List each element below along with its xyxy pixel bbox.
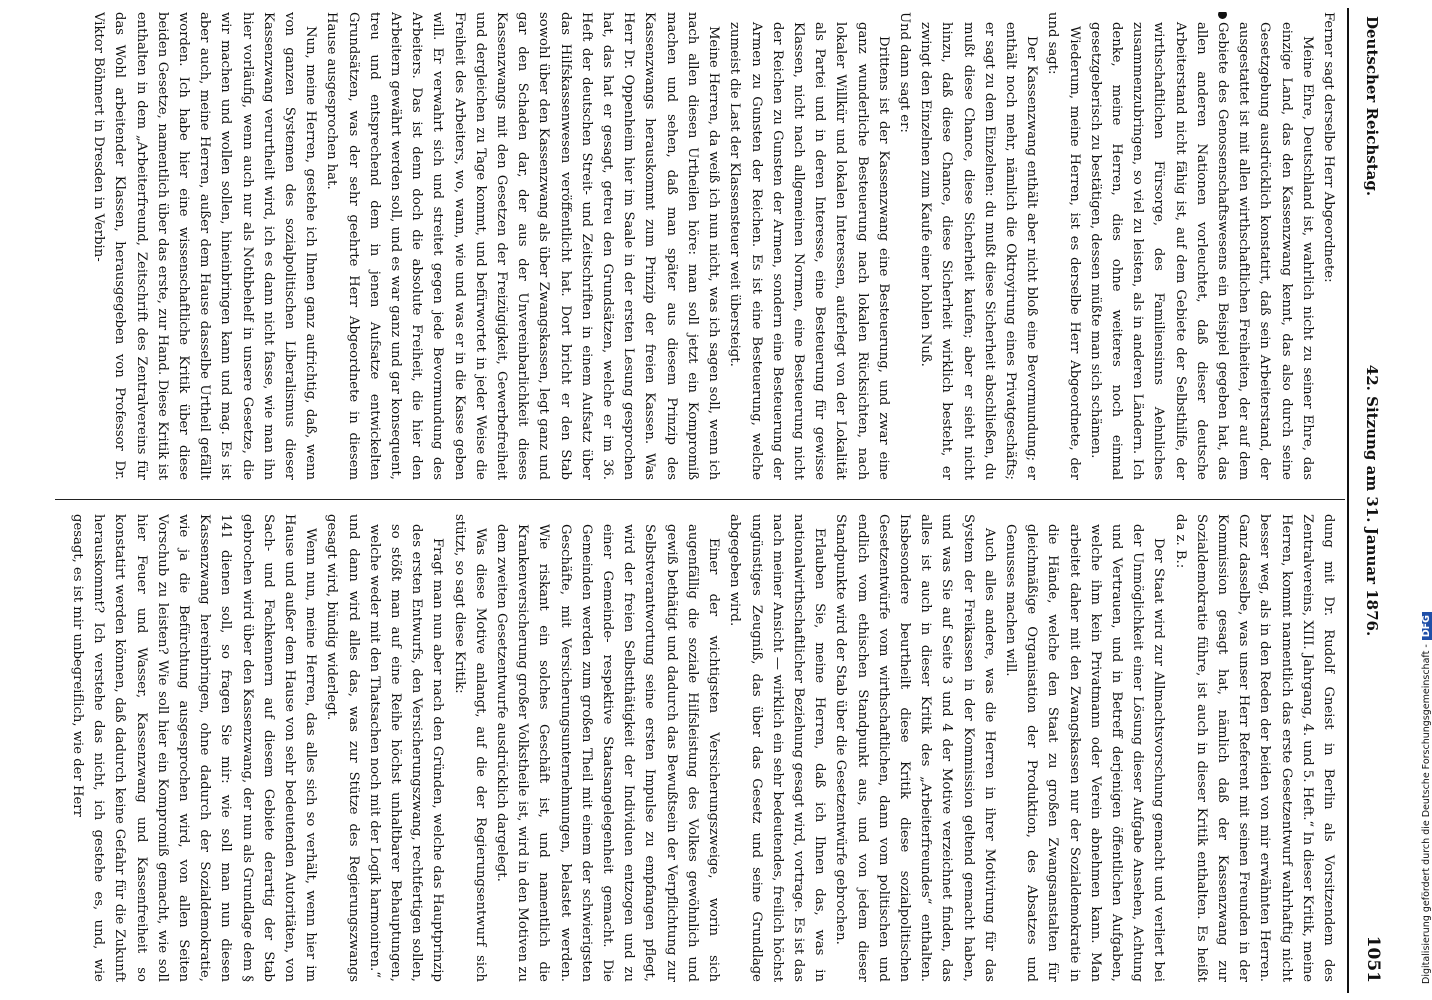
- quote-paragraph: Fragt man nun aber nach den Gründen, welche das Hauptprinzip des ersten Entwurfs, den Versicherungszwang, rechtfertigen sollen, so stößt man auf eine Reihe höchst unhaltbarer Behauptungen, welche weder mit den Thatsachen noch mit der Logik harmoniren.“: [366, 524, 446, 982]
- quote-paragraph: Meine Ehre, Deutschland ist, wahrlich nicht zu seiner Ehre, das einzige Land, das den Kassenzwang kennt, das also durch seine Gesetzgebung ausdrücklich konstatirt, daß sein Arbeiterstand, der ausgestattet ist mit allen wirthschaftlichen Freiheiten, der auf dem Gebiete des Genossenschaftswesens ein Beispiel gegeben hat, das allen anderen Nationen vorleuchtet, daß dieser deutsche Arbeiterstand nicht fähig ist, auf dem Gebiete der Selbsthilfe, der wirthschaftlichen Fürsorge, des Familiensinns Aehnliches zusammenzubringen, so viel zu leisten, als in anderen Ländern. Ich denke, meine Herren, dies ohne weiteres noch einmal gesetzgeberisch zu bestätigen, dessen müßte man sich schämen.: [1087, 22, 1315, 480]
- quote-paragraph: Der Kassenzwang enthält aber nicht bloß eine Bevormundung; er enthält noch mehr, nämlich die Oktroyirung eines Privatgeschäfts; er sagt zu dem Einzelnen: du mußt diese Sicherheit abschließen, du mußt diese Chance, diese Sicherheit kaufen; aber er sieht nicht hinzu, daß diese Chance, diese Sicherheit wirklich besteht, er zwingt den Einzelnen zum Kaufe einer hohlen Nuß.: [918, 22, 1040, 480]
- paragraph: Wiederum, meine Herren, ist es derselbe Herr Abgeordnete, der und sagt:: [1045, 12, 1082, 480]
- paragraph: Ferner sagt derselbe Herr Abgeordnete:: [1321, 12, 1336, 283]
- right-column: [59, 514, 1339, 982]
- paragraph: Meine Herren, da weiß ich nun nicht, was ich sagen soll, wenn ich nach allen diesen Urtheilen höre: man soll jetzt ein Kompromiß machen und sehen, daß man später aus diesem Prinzip des Kassenzwangs herauskommt zum Prinzip der freien Kassen. Was Herr Dr. Oppenheim hier im Saale in der ersten Lesung gesprochen hat, das hat er gesagt, getreu den Grundsätzen, welche er im 36. Heft der deutschen Streit- und Zeitschriften in einem Aufsatz über das Hilfskassenwesen veröffentlicht hat. Dort bricht er den Stab sowohl über den Kassenzwang als über Zwangskassen, legt ganz und gar den Schaden dar, der aus der Unvereinbarlichkeit dieses Kassenzwangs mit den Gesetzen der Freizügigkeit, Gewerbefreiheit und dergleichen zu Tage kommt, und befürwortet in jeder Weise die Freiheit des Arbeiters, wo, wann, wie und was er in die Kasse geben will. Er verwahrt sich und streitet gegen jede Bevormundung des Arbeiters. Das ist denn doch die absolute Freiheit, die hier den Arbeitern gewährt werden soll, und es war ganz und gar konsequent, treu und entsprechend dem in jenen Aufsatze entwickelten Grundsätzen, was der sehr geehrte Herr Abgeordnete in diesem Hause ausgesprochen hat.: [324, 12, 722, 480]
- paragraph: Und dann sagt er:: [896, 12, 912, 133]
- header-publication: Deutscher Reichstag.: [1363, 16, 1381, 197]
- scanned-page: [50, 8, 1395, 993]
- quote-paragraph: Drittens ist der Kassenzwang eine Besteuerung, und zwar eine ganz wunderliche Besteuerung nach lokalen Rücksichten, nach lokaler Willkür und lokalen Interessen, auferlegt von der Lokalität als Partei und in deren Interesse, eine Besteuerung für gewisse Klassen, nicht nach allgemeinen Normen, eine Besteuerung nicht der Reichen zu Gunsten der Armen, sondern eine Besteuerung der Armen zu Gunsten der Reichen. Es ist eine Besteuerung, welche zumeist die Last der Klassensteuer weit übersteigt.: [727, 22, 891, 480]
- left-column: [59, 12, 1339, 480]
- page-header: [1347, 8, 1395, 993]
- paragraph: Auch alles andere, was die Herren in ihrer Motivirung für das System der Freikassen in der Kommission geltend gemacht haben, und was Sie auf Seite 3 und 4 der Motive verzeichnet finden, das alles ist auch in dieser Kritik des „Arbeiterfreundes“ enthalten. Insbesondere beurtheilt diese Kritik diese sozialpolitischen Gesetzentwürfe vom wirthschaftlichen, dann vom politischen und endlich vom ethischen Standpunkt aus, und von jedem dieser Standpunkte wird der Stab über die Gesetzentwürfe gebrochen.: [833, 514, 997, 982]
- paragraph: und dann wird alles das, was zur Stütze des Regierungszwangs gesagt wird, bündig widerlegt.: [324, 514, 361, 982]
- header-session: 42. Sitzung am 31. Januar 1876.: [1363, 364, 1381, 637]
- column-divider: [55, 499, 1345, 500]
- quote-paragraph: Einer der wichtigsten Versicherungszweige, worin sich augenfällig die soziale Hilfsleistung des Volkes gewöhnlich und gewiß bethätigt und dadurch das Bewußtsein der Verpflichtung zur Selbstverantwortung seine ersten Impulse zu empfangen pflegt, wird der freien Selbstthätigkeit der Individuen entzogen und zu einer Gemeinde- respektive Staatsangelegenheit gemacht. Die Gemeinden werden zum großen Theil mit einem der schwierigsten Geschäfte, mit Versicherungsunternehmungen, belastet werden. Wie riskant ein solches Geschäft ist, und namentlich die Krankenversicherung großer Volkstheile ist, wird in den Motiven zu dem zweiten Gesetzentwurfe ausdrücklich dargelegt.: [494, 524, 722, 982]
- paragraph: Nun, meine Herren, gestehe ich Ihnen ganz aufrichtig, daß, wenn von ganzen Systemen des sozialpolitischen Liberalismus dieser Kassenzwang verurtheilt wird, ich es dann nicht fasse, wie man ihn hier vorläufig, wenn auch nur als Nothbehelf in unsere Gesetze, die wir machen und wollen sollen, hineinbringen kann und mag. Es ist aber auch, meine Herren, außer dem Hause dasselbe Urtheil gefällt worden. Ich habe hier eine wissenschaftliche Kritik über diese beiden Gesetze, namentlich über das erste, zur Hand. Diese Kritik ist enthalten in dem „Arbeiterfreund, Zeitschrift des Zentralvereins für das Wohl arbeitender Klassen, herausgegeben von Professor Dr. Viktor Böhmert in Dresden in Verbin-: [91, 12, 319, 480]
- paragraph: Wenn nun, meine Herren, das alles sich so verhält, wenn hier im Hause und außer dem Hause von sehr bedeutenden Autoritäten, von Sach- und Fachkennern auf diesem Gebiete derartig der Stab gebrochen wird über den Kassenzwang, der nun als Grundlage dem § 141 dienen soll, so fragen Sie mir: wie soll man nun diesen Kassenzwang hereinbringen, ohne dadurch der Sozialdemokratie, wie ja die Befürchtung ausgesprochen wird, von allen Seiten Vorschub zu leisten? Wie soll hier ein Kompromiß gemacht, wie soll hier Feuer und Wasser, Kassenzwang und Kassenfreiheit so konstatirt werden können, daß dadurch keine Gefahr für die Zukunft herauskommt? Ich verstehe das nicht, ich gestehe es, und, wie gesagt, es ist mir unbegreiflich, wie der Herr: [70, 514, 319, 982]
- paragraph: Erlauben Sie, meine Herren, daß ich Ihnen das, was in nationalwirthschaftlicher Beziehung gesagt wird, vortrage. Es ist das nach meiner Ansicht — wirklich ein sehr bedeutendes, freilich höchst ungünstiges Zeugniß, das über das Gesetz und seine Grundlage abgegeben wird.: [727, 514, 828, 982]
- page-number: 1051: [1363, 935, 1383, 983]
- dfg-logo: DFG: [1422, 612, 1432, 640]
- paragraph: dung mit Dr. Rudolf Gneist in Berlin als Vorsitzendem des Zentralvereins, XIII. Jahrgang, 4. und 5. Heft.“ In dieser Kritik, meine Herren, kommt namentlich das erste Gesetzentwurf wahrhaftig nicht besser weg, als in den Reden der beiden von mir erwähnten Herren. Ganz dasselbe, was unser Herr Referent mit seinen Freunden in der Kommission gesagt hat, nämlich daß der Kassenzwang zur Sozialdemokratie führe, ist auch in dieser Kritik enthalten. Es heißt da z. B.:: [1172, 514, 1336, 982]
- paragraph: Was diese Motive anlangt, auf die der Regierungsentwurf sich stützt, so sagt diese Kritik:: [451, 514, 488, 982]
- quote-paragraph: Der Staat wird zur Allmachtsvorschung gemacht und verliert bei der Unmöglichkeit einer Lösung dieser Aufgabe Ansehen, Achtung und Vertrauen, und in Betreff derjenigen öffentlichen Aufgaben, welche ihm kein Privatmann oder Verein abnehmen kann. Man arbeitet daher mit den Zwangskassen nur der Sozialdemokratie in die Hände, welche den Staat zu großen Zwangsanstalten für gleichmäßige Organisation der Produktion, des Absatzes und Genusses machen will.: [1002, 524, 1167, 982]
- credit-text: Digitalisierung gefördert durch die Deutsche Forschungsgemeinschaft -: [1421, 644, 1432, 984]
- digitization-credit: [1422, 4, 1432, 984]
